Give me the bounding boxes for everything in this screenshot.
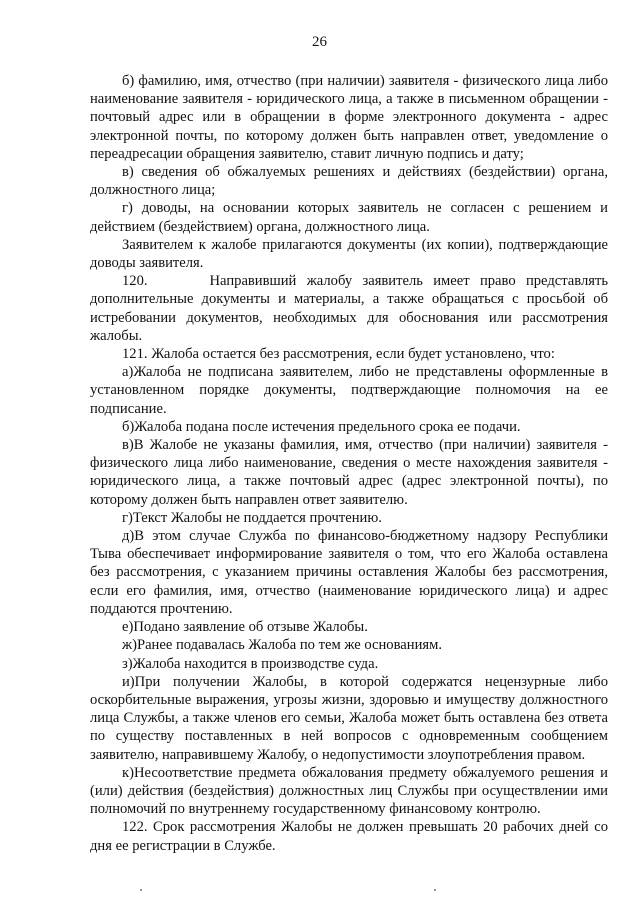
list-item-marker: а) [122,364,134,381]
list-item-z [90,655,608,673]
scan-speck [140,889,142,891]
paragraph-121: 121. Жалоба остается без рассмотрения, если будет установлено, что: [122,346,555,363]
list-item-marker: г) [122,509,133,526]
document-body [90,72,608,855]
list-item-zh [90,636,608,654]
scan-speck [434,889,436,891]
list-item-text: Жалоба находится в производстве суда. [132,655,379,672]
list-item-k [90,764,608,819]
list-item-text: При получении Жалобы, в которой содержатся нецензурные либо оскорбительные выражения, угрозы жизни, здоровью и имуществу должностного лица Службы, а также членов его семьи, Жалоба может быть оставлена без ответа по существу поставленных в ней вопросов с одновременным сообщением заявителю, направившему Жалобу, о недопустимости злоупотребления правом. [90,673,608,763]
list-item-text: Несоответствие предмета обжалования предмету обжалуемого решения и (или) действия (бездействия) должностных лиц Службы при осуществлении ими полномочий по внутреннему государственному финансовому контролю. [90,764,608,818]
list-item-marker: д) [122,528,135,545]
list-item-marker: в) [122,437,134,454]
list-item-text: В этом случае Служба по финансово-бюджетному надзору Республики Тыва обеспечивает информирование заявителя о том, что его Жалоба оставлена без рассмотрения, с указанием причины оставления Жалобы без рассмотрения, если его фамилия, имя, отчество (наименование юридического лица) и адрес поддаются прочтению. [90,528,608,617]
paragraph-122: 122. Срок рассмотрения Жалобы не должен превышать 20 рабочих дней со дня ее регистрации в Службе. [90,819,608,854]
list-item-e [90,618,608,636]
paragraph-attachments: Заявителем к жалобе прилагаются документы (их копии), подтверждающие доводы заявителя. [90,236,608,272]
list-item-text: Жалоба не подписана заявителем, либо не представлены оформленные в установленном порядке документы, подтверждающие полномочия на ее подписание. [90,364,608,417]
list-item-text: Подано заявление об отзыве Жалобы. [133,619,368,636]
list-item-text: Текст Жалобы не поддается прочтению. [132,509,382,526]
list-item-text: Ранее подавалась Жалоба по тем же основаниям. [136,637,442,654]
list-item-marker: б) [122,418,135,435]
list-item-b [90,418,608,436]
list-item-d [90,527,608,618]
list-item-text: В Жалобе не указаны фамилия, имя, отчество (при наличии) заявителя - физического лица либо наименование, сведения о месте нахождения заявителя - юридического лица, а также почтовый адрес (адрес электронной почты), по которому должен быть направлен ответ заявителю. [90,437,608,508]
paragraph-g: г) доводы, на основании которых заявитель не согласен с решением и действием (бездействием) органа, должностного лица. [90,200,608,235]
list-item-text: Жалоба подана после истечения предельного срока ее подачи. [134,418,521,435]
list-item-marker: е) [122,619,134,636]
page-number: 26 [312,34,327,50]
list-item-marker: ж) [122,637,137,654]
list-item-marker: и) [122,673,135,690]
list-item-v [90,436,608,509]
list-item-g [90,509,608,527]
list-item-marker: к) [122,764,134,781]
list-item-marker: з) [122,655,133,672]
paragraph-120: 120. Направивший жалобу заявитель имеет право представлять дополнительные документы и материалы, а также обращаться с просьбой об истребовании документов, необходимых для обоснования или рассмотрения жалобы. [90,273,608,344]
paragraph-v: в) сведения об обжалуемых решениях и действиях (бездействии) органа, должностного лица; [90,164,608,199]
list-item-i [90,673,608,764]
paragraph-b: б) фамилию, имя, отчество (при наличии) заявителя - физического лица либо наименование заявителя - юридического лица, а также в письменном обращении - почтовый адрес или в обращении в форме электронного документа - адрес электронной почты, по которому должен быть направлен ответ, уведомление о переадресации обращения заявителю, ставит личную подпись и дату; [90,73,608,162]
list-item-a [90,363,608,418]
